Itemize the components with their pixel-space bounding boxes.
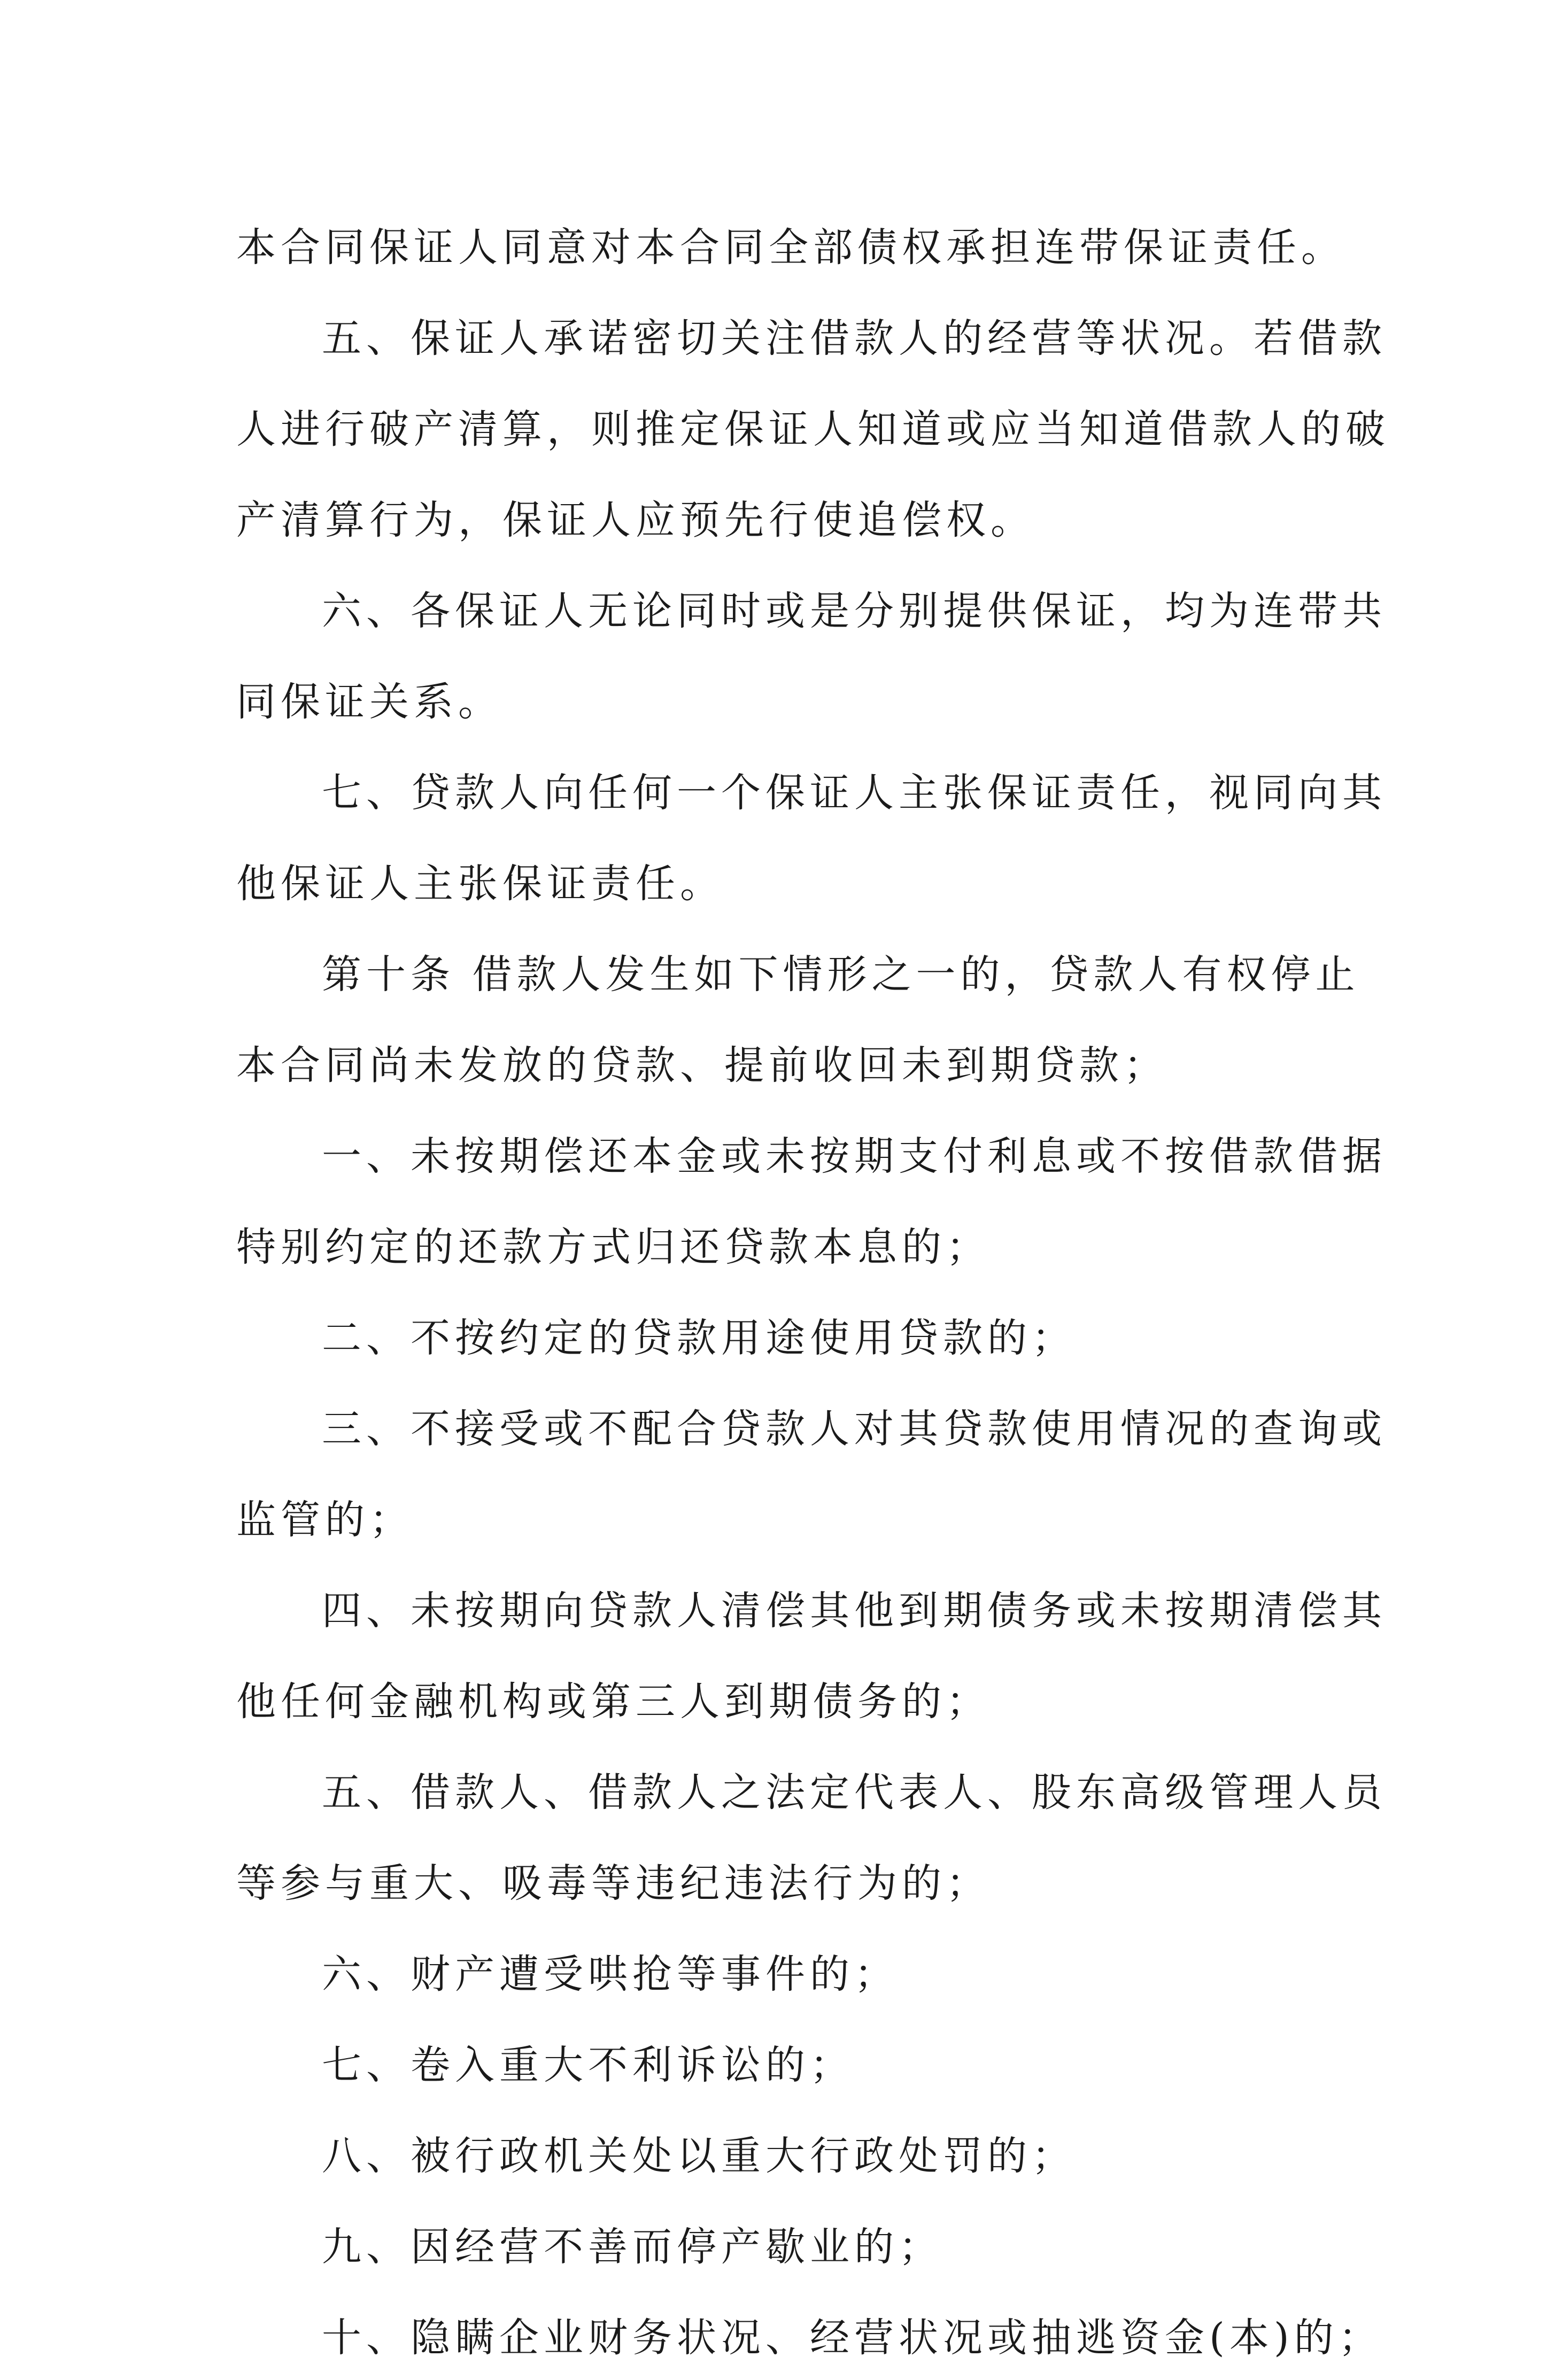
text-line: 十、隐瞒企业财务状况、经营状况或抽逃资金(本)的；: [322, 2315, 1383, 2361]
text-line: 等参与重大、吸毒等违纪违法行为的；: [236, 1860, 991, 1906]
text-line: 本合同尚未发放的贷款、提前收回未到期贷款；: [236, 1042, 1168, 1088]
text-line: 六、财产遭受哄抢等事件的；: [322, 1951, 899, 1997]
text-line: 他保证人主张保证责任。: [236, 861, 724, 907]
text-line: 本合同保证人同意对本合同全部债权承担连带保证责任。: [236, 225, 1345, 271]
text-line: 五、借款人、借款人之法定代表人、股东高级管理人员: [322, 1769, 1387, 1815]
text-line: 八、被行政机关处以重大行政处罚的；: [322, 2133, 1076, 2179]
text-line: 第十条 借款人发生如下情形之一的，贷款人有权停止: [322, 952, 1360, 998]
text-line: 七、贷款人向任何一个保证人主张保证责任，视同向其: [322, 770, 1387, 816]
text-line: 他任何金融机构或第三人到期债务的；: [236, 1679, 991, 1725]
text-line: 监管的；: [236, 1497, 414, 1543]
document-body: [236, 199, 1390, 2380]
text-line: 七、卷入重大不利诉讼的；: [322, 2042, 854, 2088]
text-line: 六、各保证人无论同时或是分别提供保证，均为连带共: [322, 588, 1387, 634]
text-line: 五、保证人承诺密切关注借款人的经营等状况。若借款: [322, 315, 1387, 361]
text-line: 产清算行为，保证人应预先行使追偿权。: [236, 497, 1035, 543]
text-line: 同保证关系。: [236, 679, 502, 725]
text-line: 九、因经营不善而停产歇业的；: [322, 2224, 943, 2270]
text-line: 三、不接受或不配合贷款人对其贷款使用情况的查询或: [322, 1406, 1387, 1452]
text-line: 特别约定的还款方式归还贷款本息的；: [236, 1224, 991, 1270]
text-line: 一、未按期偿还本金或未按期支付利息或不按借款借据: [322, 1133, 1387, 1179]
text-line: 人进行破产清算，则推定保证人知道或应当知道借款人的破: [236, 406, 1390, 452]
text-line: 二、不按约定的贷款用途使用贷款的；: [322, 1315, 1076, 1361]
text-line: 四、未按期向贷款人清偿其他到期债务或未按期清偿其: [322, 1588, 1387, 1634]
